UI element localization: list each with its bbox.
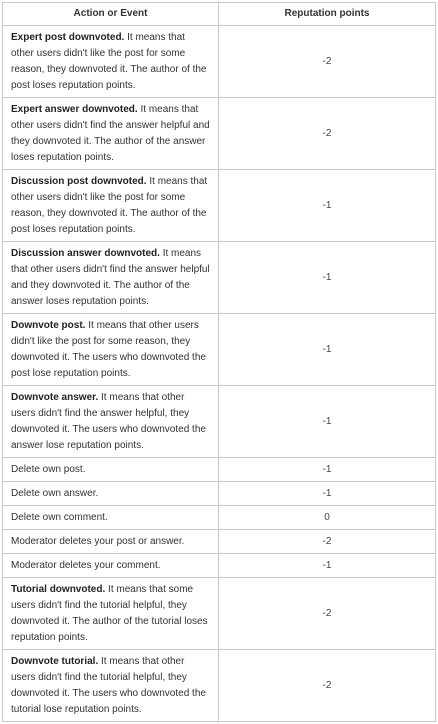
reputation-table (2, 2, 436, 722)
points-cell: -1 (219, 242, 436, 314)
action-title: Expert answer downvoted. (11, 103, 138, 115)
action-cell (3, 170, 219, 242)
table-row (3, 314, 436, 386)
action-title: Discussion post downvoted. (11, 175, 147, 187)
action-cell: Delete own post. (3, 458, 219, 482)
table-header-row (3, 3, 436, 26)
table-row (3, 578, 436, 650)
action-cell: Moderator deletes your post or answer. (3, 530, 219, 554)
action-cell (3, 26, 219, 98)
table-row (3, 554, 436, 578)
action-cell (3, 242, 219, 314)
action-cell: Delete own comment. (3, 506, 219, 530)
action-title: Tutorial downvoted. (11, 583, 106, 595)
points-cell: -1 (219, 554, 436, 578)
table-row (3, 26, 436, 98)
table-row (3, 242, 436, 314)
points-cell: -1 (219, 386, 436, 458)
table-row (3, 98, 436, 170)
action-cell: Moderator deletes your comment. (3, 554, 219, 578)
action-title: Expert post downvoted. (11, 31, 125, 43)
points-cell: 0 (219, 506, 436, 530)
points-cell: -2 (219, 98, 436, 170)
points-cell: -2 (219, 530, 436, 554)
action-cell (3, 314, 219, 386)
points-cell: -1 (219, 170, 436, 242)
action-cell: Delete own answer. (3, 482, 219, 506)
points-cell: -2 (219, 578, 436, 650)
points-cell: -2 (219, 26, 436, 98)
action-description: It means that other users didn't find the answer helpful and they downvoted it. The author of the answer loses reputation points. (11, 103, 210, 163)
action-description: It means that other users didn't find the tutorial helpful, they downvoted it. The users who downvoted the tutorial lose reputation points. (11, 655, 206, 715)
action-description: It means that other users didn't find the answer helpful, they downvoted it. The users who downvoted the answer lose reputation points. (11, 391, 206, 451)
points-cell: -2 (219, 650, 436, 722)
table-row (3, 530, 436, 554)
action-cell (3, 650, 219, 722)
header-action-or-event: Action or Event (3, 3, 219, 26)
action-description: It means that some users didn't find the tutorial helpful, they downvoted it. The author of the tutorial loses reputation points. (11, 583, 208, 643)
table-row (3, 650, 436, 722)
table-row (3, 482, 436, 506)
table-row (3, 170, 436, 242)
action-title: Discussion answer downvoted. (11, 247, 160, 259)
action-title: Downvote post. (11, 319, 86, 331)
points-cell: -1 (219, 314, 436, 386)
action-cell (3, 98, 219, 170)
action-description: It means that other users didn't like the post for some reason, they downvoted it. The author of the post loses reputation points. (11, 31, 207, 91)
table-row (3, 458, 436, 482)
points-cell: -1 (219, 482, 436, 506)
action-title: Downvote tutorial. (11, 655, 99, 667)
action-cell (3, 578, 219, 650)
action-description: It means that other users didn't like the post for some reason, they downvoted it. The users who downvoted the post lose reputation points. (11, 319, 206, 379)
table-row (3, 386, 436, 458)
action-description: It means that other users didn't like the post for some reason, they downvoted it. The author of the post loses reputation points. (11, 175, 208, 235)
header-reputation-points: Reputation points (219, 3, 436, 26)
action-title: Downvote answer. (11, 391, 99, 403)
points-cell: -1 (219, 458, 436, 482)
action-description: It means that other users didn't find the answer helpful and they downvoted it. The author of the answer loses reputation points. (11, 247, 210, 307)
action-cell (3, 386, 219, 458)
table-row (3, 506, 436, 530)
